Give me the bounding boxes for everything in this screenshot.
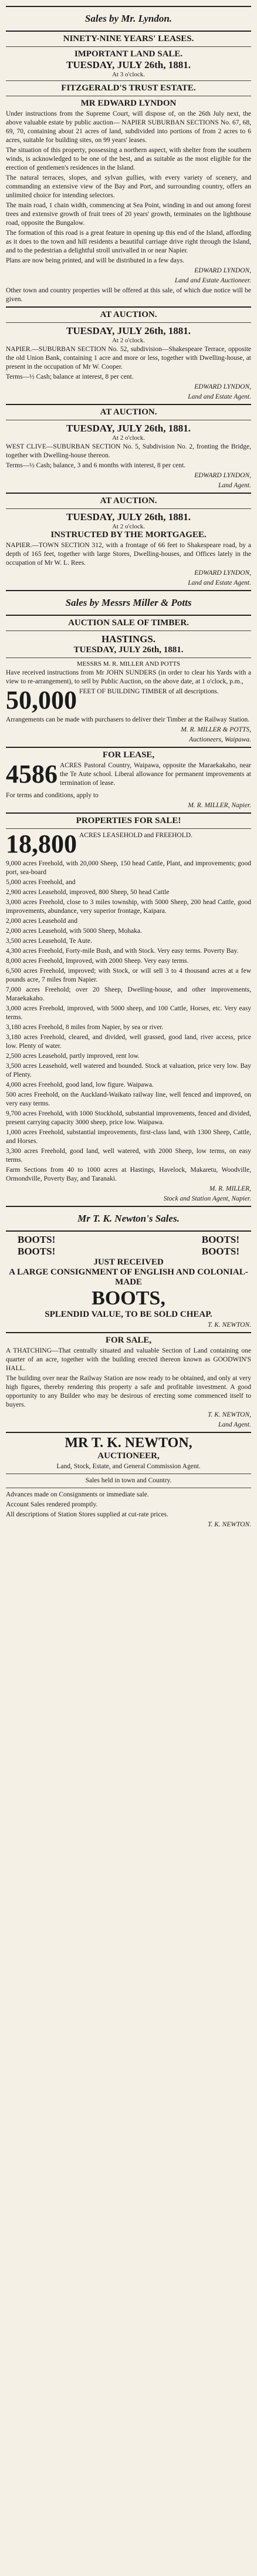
estate-paragraph: Other town and country properties will be offered at this sale, of which due notice will be given. <box>6 287 251 303</box>
lease-block <box>6 761 251 789</box>
property-item: 6,500 acres Freehold, improved; with Stock, or will sell 3 to 4 thousand acres at a few pounds acre, 7 miles from Napier. <box>6 967 251 983</box>
property-item: 2,000 acres Leasehold, with 5000 Sheep, Mohaka. <box>6 928 142 935</box>
divider <box>6 747 251 748</box>
properties-acres-desc: ACRES LEASEHOLD and FREEHOLD. <box>79 832 192 839</box>
properties-footer: Farm Sections from 40 to 1000 acres at Hastings, Havelock, Makaretu, Woodville, Ormondville, Poverty Bay, and Taranaki. <box>6 1166 251 1182</box>
sale-date: TUESDAY, JULY 26th, 1881. <box>73 645 184 655</box>
divider <box>6 493 251 494</box>
property-item: 2,500 acres Leasehold, partly improved, rent low. <box>6 1053 140 1060</box>
section-header-lyndon: Sales by Mr. Lyndon. <box>84 13 173 24</box>
boots-row <box>6 1246 251 1257</box>
lease-text: ACRES Pastoral Country, Waipawa, opposite the Maraekakaho, near the Te Aute school. Liberal allowance for permanent improvements at termination of lease. <box>60 762 251 787</box>
mortgagee-instruction: INSTRUCTED BY THE MORTGAGEE. <box>50 530 207 540</box>
firm-name: MESSRS M. R. MILLER AND POTTS <box>76 660 181 667</box>
divider <box>6 1206 251 1207</box>
property-item: 3,300 acres Freehold, good land, well watered, with 2000 Sheep, low terms, on easy terms. <box>6 1148 251 1164</box>
property-item: 9,700 acres Freehold, with 1000 Stockhold, substantial improvements, fenced and divided, present carrying capacity 3000 sheep, price low. Waipawa. <box>6 1110 251 1126</box>
section-header-miller: Sales by Messrs Miller & Potts <box>65 597 192 608</box>
signature-name: M. R. MILLER, <box>209 1185 251 1192</box>
divider <box>6 322 251 323</box>
auction-date: TUESDAY, JULY 26th, 1881. <box>66 423 191 434</box>
timber-paragraph: Have received instructions from Mr JOHN SUNDERS (in order to clear his Yards with a view to re-arrangement), to sell by Public Auction, on the above date, at 1 o'clock, p.m., <box>6 669 251 685</box>
properties-header: PROPERTIES FOR SALE! <box>76 816 181 825</box>
consignment-text: A LARGE CONSIGNMENT OF ENGLISH AND COLONIAL-MADE <box>9 1267 248 1287</box>
lease-apply: For terms and conditions, apply to <box>6 792 99 799</box>
timber-qty-block <box>6 687 251 713</box>
newton-sales: Sales held in town and Country. <box>85 1477 172 1484</box>
property-item: 3,180 acres Freehold, 8 miles from Napier, by sea or river. <box>6 1024 164 1031</box>
signature-name: M. R. MILLER, Napier. <box>188 802 251 809</box>
newton-accounts: Account Sales rendered promptly. <box>6 1501 98 1508</box>
auction-date: TUESDAY, JULY 26th, 1881. <box>66 325 191 336</box>
property-item: 4,000 acres Freehold, good land, low figure. Waipawa. <box>6 1081 154 1088</box>
signature-name: T. K. NEWTON. <box>207 1321 251 1329</box>
property-item: 3,000 acres Freehold, close to 3 miles township, with 5000 Sheep, 200 head Cattle, good improvements, abundance, very superior frontage, Kaipara. <box>6 899 251 915</box>
boots-text: BOOTS! <box>201 1246 239 1257</box>
property-item: 8,000 acres Freehold, Improved, with 2000 Sheep. Very easy terms. <box>6 957 189 965</box>
signature-name: EDWARD LYNDON, <box>194 267 251 274</box>
signature-title: Land Agent. <box>218 1421 251 1428</box>
lease-title: FOR LEASE, <box>102 750 155 760</box>
auction-title: AT AUCTION. <box>100 496 157 505</box>
divider <box>6 812 251 814</box>
property-item: 2,900 acres Leasehold, improved, 800 Sheep, 50 head Cattle <box>6 889 170 896</box>
timber-quantity: 50,000 <box>6 686 77 714</box>
sale-place: HASTINGS. <box>101 633 156 645</box>
estate-paragraph: The natural terraces, slopes, and sylvan gullies, with every variety of scenery, and commanding an extensive view of the Bay and Port, and surrounding country, offers an unlimited choice for intending selectors. <box>6 174 251 199</box>
property-item: 9,000 acres Freehold, with 20,000 Sheep, 150 head Cattle, Plant, and improvements; good port, sea-board <box>6 860 251 876</box>
auction-title: AT AUCTION. <box>100 407 157 417</box>
divider <box>6 46 251 47</box>
auction-text: NAPIER.—TOWN SECTION 312, with a frontage of 66 feet to Shakespeare road, by a depth of 165 feet, together with large Stores, Dwelling-houses, and Offices lately in the occupation of Mr W. L. Rees. <box>6 542 251 567</box>
sale-date: TUESDAY, JULY 26th, 1881. <box>66 59 191 70</box>
timber-title: AUCTION SALE OF TIMBER. <box>68 618 189 628</box>
auction-terms: Terms—½ Cash; balance at interest, 8 per cent. <box>6 373 134 380</box>
signature-title: Land and Estate Agent. <box>188 579 251 586</box>
divider <box>6 306 251 308</box>
property-item: 4,300 acres Freehold, Forty-mile Bush, and with Stock. Very easy terms. Poverty Bay. <box>6 948 239 955</box>
auction-date: TUESDAY, JULY 26th, 1881. <box>66 511 191 522</box>
property-item: 3,500 acres Leasehold, Te Aute. <box>6 938 92 945</box>
sale-text: The building over near the Railway Station are now ready to be obtained, and only at very high figures, thereby rendering this property a safe and profitable investment. A good opportunity to any Builder who may be desirous of erecting some commenced itself to buyers. <box>6 1375 251 1408</box>
divider <box>6 1432 251 1433</box>
divider <box>6 404 251 405</box>
signature-name: EDWARD LYNDON, <box>194 383 251 390</box>
boots-row <box>6 1234 251 1246</box>
boots-big: BOOTS, <box>92 1287 165 1309</box>
auction-time: At 2 o'clock. <box>111 337 146 344</box>
section-header-newton: Mr T. K. Newton's Sales. <box>77 1213 180 1224</box>
signature-title: Land and Estate Agent. <box>188 393 251 400</box>
boots-text: BOOTS! <box>18 1234 56 1245</box>
estate-paragraph: The situation of this property, possessing a northern aspect, with shelter from the southern winds, is acknowledged to be one of the best, and as suitable as the most eligible for the erection of gentlemen's residences in the Island. <box>6 147 251 171</box>
estate-paragraph: Under instructions from the Supreme Court, will dispose of, on the 26th July next, the above valuable estate by public auction— NAPIER SUBURBAN SECTIONS No. 67, 68, 69, 70, containing about 21 acres of land, subdivided into portions of from 2 acres to 6 acres, suitable for building sites, on 99 years' leases. <box>6 110 251 144</box>
auction-time: At 2 o'clock. <box>111 434 146 441</box>
estate-paragraph: The main road, 1 chain width, commencing at Sea Point, winding in and out among forest trees and extensive growth of fruit trees of 20 years' growth, terminates on the lighthouse road, opposite the Bungalow. <box>6 202 251 227</box>
properties-intro <box>6 831 251 857</box>
property-item: 7,000 acres Freehold; over 20 Sheep, Dwelling-house, and other improvements, Maraekakaho. <box>6 986 251 1002</box>
divider <box>6 80 251 81</box>
estate-paragraph: Plans are now being printed, and will be distributed in a few days. <box>6 257 185 264</box>
property-item: 2,000 acres Leasehold and <box>6 918 77 925</box>
boots-text: BOOTS! <box>18 1246 56 1257</box>
signature-title: Auctioneers, Waipawa. <box>189 736 251 743</box>
lease-acres: 4586 <box>6 760 58 788</box>
timber-paragraph: Arrangements can be made with purchasers to deliver their Timber at the Railway Station. <box>6 716 250 723</box>
divider <box>6 31 251 32</box>
estate-title: FITZGERALD'S TRUST ESTATE. <box>61 83 196 93</box>
auction-title: AT AUCTION. <box>100 310 157 319</box>
divider <box>6 1230 251 1232</box>
divider <box>6 615 251 616</box>
sale-title: FOR SALE, <box>105 1336 152 1345</box>
properties-acres: 18,800 <box>6 830 77 858</box>
divider <box>6 828 251 829</box>
auction-time: At 2 o'clock. <box>111 523 146 530</box>
lease-subtitle: NINETY-NINE YEARS' LEASES. <box>63 34 194 43</box>
boots-text: BOOTS! <box>201 1234 239 1245</box>
signature-name: EDWARD LYNDON, <box>194 472 251 479</box>
sale-time: At 3 o'clock. <box>111 71 146 78</box>
sale-text: A THATCHING—That centrally situated and valuable Section of Land containing one quarter of an acre, together with the building erected thereon known as GOODWIN'S HALL. <box>6 1347 251 1372</box>
property-item: 3,000 acres Freehold, improved, with 5000 sheep, and 100 Cattle, Horses, etc. Very easy terms. <box>6 1005 251 1021</box>
properties-list <box>6 859 251 1165</box>
newton-name: MR T. K. NEWTON, <box>65 1435 192 1451</box>
divider <box>6 508 251 509</box>
splendid-value: SPLENDID VALUE, TO BE SOLD CHEAP. <box>45 1310 212 1319</box>
newton-agent: Land, Stock, Estate, and General Commission Agent. <box>56 1463 201 1470</box>
timber-quantity-desc: FEET OF BUILDING TIMBER of all descriptions. <box>79 688 219 695</box>
auctioneer-name: MR EDWARD LYNDON <box>80 99 177 108</box>
property-item: 3,180 acres Freehold, cleared, and divided, well grassed, good land, river access, price low. Plenty of water. <box>6 1034 251 1050</box>
just-received: JUST RECEIVED <box>93 1257 164 1267</box>
auction-terms: Terms—½ Cash; balance, 3 and 6 months with interest, 8 per cent. <box>6 462 186 469</box>
signature-title: Land and Estate Auctioneer. <box>174 277 251 284</box>
signature-title: Stock and Station Agent, Napier. <box>163 1195 251 1202</box>
newton-stores: All descriptions of Station Stores supplied at cut-rate prices. <box>6 1511 168 1518</box>
divider <box>6 590 251 591</box>
property-item: 500 acres Freehold, on the Auckland-Waikato railway line, well fenced and improved, on very easy terms. <box>6 1091 251 1107</box>
property-item: 5,000 acres Freehold, and <box>6 879 76 886</box>
signature-name: EDWARD LYNDON, <box>194 569 251 576</box>
signature-name: T. K. NEWTON, <box>207 1411 251 1418</box>
newton-advances: Advances made on Consignments or immediate sale. <box>6 1491 149 1498</box>
signature-title: Land Agent. <box>218 482 251 489</box>
property-item: 3,500 acres Leasehold, well watered and bounded. Stock at valuation, price very low. Bay of Plenty. <box>6 1063 251 1078</box>
signature-name: M. R. MILLER & POTTS, <box>181 726 251 733</box>
signature-name: T. K. NEWTON. <box>207 1521 251 1528</box>
divider <box>6 630 251 631</box>
divider <box>6 6 251 7</box>
newton-role: AUCTIONEER, <box>97 1451 160 1461</box>
auction-text: WEST CLIVE—SUBURBAN SECTION No. 5, Subdivision No. 2, fronting the Bridge, together with Dwelling-house thereon. <box>6 443 251 459</box>
important-land-sale: IMPORTANT LAND SALE. <box>74 49 183 59</box>
property-item: 1,000 acres Freehold, substantial improvements, first-class land, with 1300 Sheep, Cattle, and Horses. <box>6 1129 251 1145</box>
auction-text: NAPIER.—SUBURBAN SECTION No. 52, subdivision—Shakespeare Terrace, opposite the old Union Bank, containing 1 acre and more or less, together with Dwelling-house, at present in the occupation of Mr W. Cooper. <box>6 346 251 370</box>
divider <box>6 1332 251 1333</box>
estate-paragraph: The formation of this road is a great feature in opening up this end of the Island, affording as it does to the town and hill residents a beautiful carriage drive right through the Island, and to the pedestrian a delightful stroll unrivalled in or near Napier. <box>6 230 251 254</box>
